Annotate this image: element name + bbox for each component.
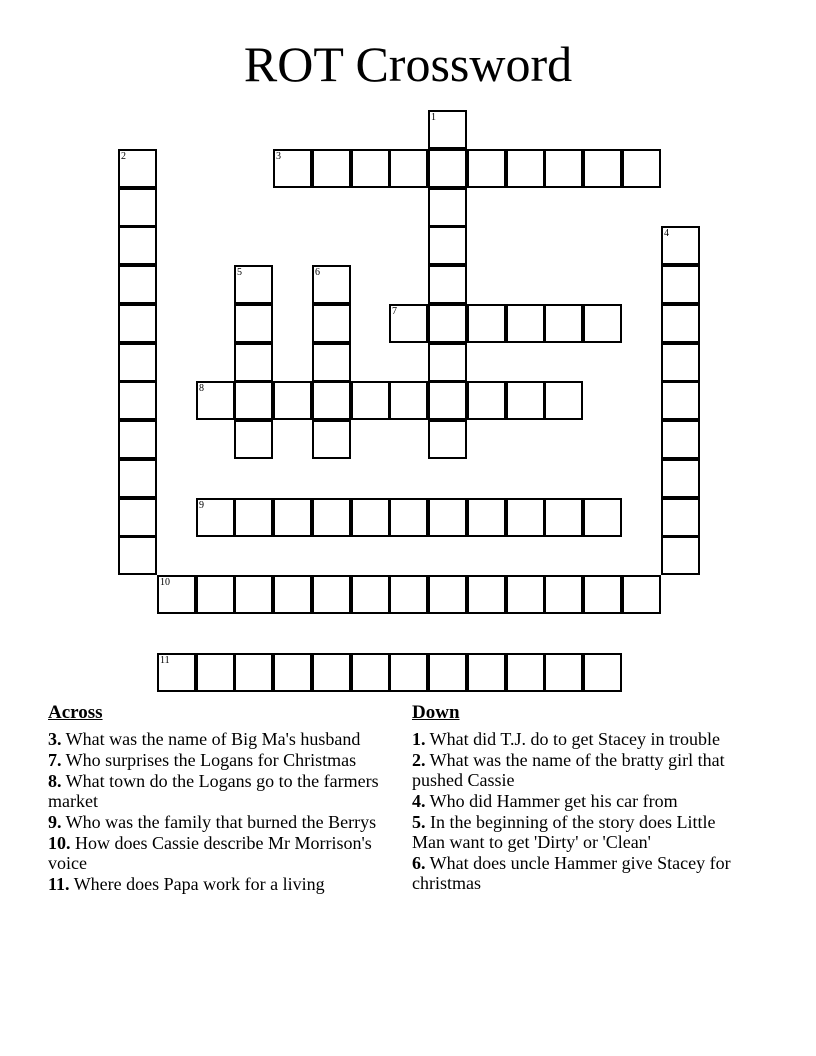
- grid-cell[interactable]: [273, 575, 312, 614]
- grid-cell[interactable]: [583, 653, 622, 692]
- clue-label: 9.: [48, 812, 62, 832]
- grid-cell[interactable]: [661, 343, 700, 382]
- grid-cell[interactable]: [544, 149, 583, 188]
- clue-number: 4: [664, 228, 669, 239]
- grid-cell[interactable]: [389, 653, 428, 692]
- clue-label: 1.: [412, 729, 426, 749]
- grid-cell[interactable]: [351, 575, 390, 614]
- grid-cell[interactable]: [661, 536, 700, 575]
- puzzle-title: ROT Crossword: [243, 36, 573, 92]
- grid-cell[interactable]: [118, 343, 157, 382]
- grid-cell[interactable]: [661, 420, 700, 459]
- clue-label: 5.: [412, 812, 426, 832]
- grid-cell[interactable]: [351, 149, 390, 188]
- clue-text: What was the name of the bratty girl that pushed Cassie: [412, 750, 725, 790]
- grid-cell[interactable]: [661, 304, 700, 343]
- grid-cell[interactable]: [234, 343, 273, 382]
- grid-cell[interactable]: [351, 653, 390, 692]
- grid-cell[interactable]: [118, 381, 157, 420]
- grid-cell[interactable]: [118, 265, 157, 304]
- grid-cell[interactable]: [544, 653, 583, 692]
- clue-text: How does Cassie describe Mr Morrison's voice: [48, 833, 372, 873]
- grid-cell[interactable]: [273, 653, 312, 692]
- grid-cell[interactable]: [118, 226, 157, 265]
- grid-cell[interactable]: [312, 653, 351, 692]
- grid-cell[interactable]: [389, 304, 428, 343]
- grid-cell[interactable]: [583, 304, 622, 343]
- grid-cell[interactable]: [583, 149, 622, 188]
- grid-cell[interactable]: [428, 304, 467, 343]
- grid-cell[interactable]: [351, 381, 390, 420]
- grid-cell[interactable]: [389, 575, 428, 614]
- clue-number: 6: [315, 267, 320, 278]
- grid-cell[interactable]: [273, 381, 312, 420]
- across-clue: [48, 812, 383, 832]
- grid-cell[interactable]: [234, 304, 273, 343]
- grid-cell[interactable]: [544, 304, 583, 343]
- grid-cell[interactable]: [661, 265, 700, 304]
- grid-cell[interactable]: [118, 459, 157, 498]
- across-clue: [48, 874, 383, 894]
- grid-cell[interactable]: [157, 575, 196, 614]
- grid-cell[interactable]: [544, 575, 583, 614]
- clue-number: 2: [121, 151, 126, 162]
- grid-cell[interactable]: [506, 653, 545, 692]
- grid-cell[interactable]: [312, 420, 351, 459]
- grid-cell[interactable]: [544, 381, 583, 420]
- clue-label: 11.: [48, 874, 70, 894]
- grid-cell[interactable]: [273, 498, 312, 537]
- grid-cell[interactable]: [312, 575, 351, 614]
- grid-cell[interactable]: [661, 498, 700, 537]
- grid-cell[interactable]: [428, 265, 467, 304]
- down-clue: [412, 729, 752, 749]
- grid-cell[interactable]: [389, 498, 428, 537]
- grid-cell[interactable]: [118, 420, 157, 459]
- grid-cell[interactable]: [428, 188, 467, 227]
- grid-cell[interactable]: [467, 498, 506, 537]
- grid-cell[interactable]: [312, 149, 351, 188]
- clue-text: Who surprises the Logans for Christmas: [61, 750, 357, 770]
- clue-label: 2.: [412, 750, 426, 770]
- grid-cell[interactable]: [118, 149, 157, 188]
- grid-cell[interactable]: [583, 498, 622, 537]
- grid-cell[interactable]: [196, 498, 235, 537]
- grid-cell[interactable]: [544, 498, 583, 537]
- across-clue: [48, 771, 383, 811]
- grid-cell[interactable]: [583, 575, 622, 614]
- across-clue: [48, 729, 383, 749]
- clue-label: 6.: [412, 853, 426, 873]
- grid-cell[interactable]: [622, 575, 661, 614]
- grid-cell[interactable]: [196, 575, 235, 614]
- grid-cell[interactable]: [312, 265, 351, 304]
- grid-cell[interactable]: [234, 498, 273, 537]
- across-clue: [48, 750, 383, 770]
- grid-cell[interactable]: [157, 653, 196, 692]
- clue-number: 5: [237, 267, 242, 278]
- clue-text: What does uncle Hammer give Stacey for christmas: [412, 853, 731, 893]
- down-clue: [412, 791, 752, 811]
- grid-cell[interactable]: [428, 653, 467, 692]
- grid-cell[interactable]: [428, 226, 467, 265]
- grid-cell[interactable]: [467, 149, 506, 188]
- grid-cell[interactable]: [196, 653, 235, 692]
- grid-cell[interactable]: [389, 149, 428, 188]
- grid-cell[interactable]: [312, 304, 351, 343]
- grid-cell[interactable]: [622, 149, 661, 188]
- clue-number: 9: [199, 500, 204, 511]
- clue-number: 3: [276, 151, 281, 162]
- grid-cell[interactable]: [312, 498, 351, 537]
- grid-cell[interactable]: [467, 381, 506, 420]
- grid-cell[interactable]: [428, 381, 467, 420]
- grid-cell[interactable]: [196, 381, 235, 420]
- down-heading: Down: [412, 702, 460, 723]
- down-clue: [412, 812, 752, 852]
- grid-cell[interactable]: [273, 149, 312, 188]
- clue-number: 11: [160, 655, 170, 666]
- down-clues: [412, 702, 752, 894]
- down-clue: [412, 750, 752, 790]
- clue-label: 10.: [48, 833, 71, 853]
- grid-cell[interactable]: [312, 381, 351, 420]
- grid-cell[interactable]: [467, 304, 506, 343]
- grid-cell[interactable]: [428, 343, 467, 382]
- grid-cell[interactable]: [118, 188, 157, 227]
- grid-cell[interactable]: [506, 498, 545, 537]
- grid-cell[interactable]: [234, 381, 273, 420]
- grid-cell[interactable]: [428, 149, 467, 188]
- clue-number: 1: [431, 112, 436, 123]
- grid-cell[interactable]: [506, 381, 545, 420]
- clue-number: 8: [199, 383, 204, 394]
- grid-cell[interactable]: [506, 575, 545, 614]
- across-clues: [48, 702, 383, 895]
- grid-cell[interactable]: [234, 575, 273, 614]
- grid-cell[interactable]: [428, 575, 467, 614]
- clue-number: 7: [392, 306, 397, 317]
- grid-cell[interactable]: [467, 653, 506, 692]
- clue-text: Who did Hammer get his car from: [425, 791, 678, 811]
- grid-cell[interactable]: [351, 498, 390, 537]
- clue-label: 4.: [412, 791, 426, 811]
- clue-label: 8.: [48, 771, 62, 791]
- clue-text: Where does Papa work for a living: [69, 874, 325, 894]
- grid-cell[interactable]: [661, 381, 700, 420]
- clue-text: What was the name of Big Ma's husband: [61, 729, 361, 749]
- grid-cell[interactable]: [234, 265, 273, 304]
- grid-cell[interactable]: [506, 149, 545, 188]
- grid-cell[interactable]: [428, 498, 467, 537]
- grid-cell[interactable]: [389, 381, 428, 420]
- clue-label: 3.: [48, 729, 62, 749]
- grid-cell[interactable]: [428, 420, 467, 459]
- grid-cell[interactable]: [234, 420, 273, 459]
- grid-cell[interactable]: [118, 304, 157, 343]
- clue-text: In the beginning of the story does Little Man want to get 'Dirty' or 'Clean': [412, 812, 716, 852]
- clue-text: What town do the Logans go to the farmers market: [48, 771, 379, 811]
- across-clue: [48, 833, 383, 873]
- grid-cell[interactable]: [118, 498, 157, 537]
- down-clue: [412, 853, 752, 893]
- grid-cell[interactable]: [118, 536, 157, 575]
- grid-cell[interactable]: [312, 343, 351, 382]
- grid-cell[interactable]: [467, 575, 506, 614]
- clue-text: What did T.J. do to get Stacey in trouble: [425, 729, 720, 749]
- across-heading: Across: [48, 702, 103, 723]
- grid-cell[interactable]: [661, 226, 700, 265]
- clue-text: Who was the family that burned the Berrys: [61, 812, 377, 832]
- grid-cell[interactable]: [506, 304, 545, 343]
- clue-number: 10: [160, 577, 170, 588]
- grid-cell[interactable]: [661, 459, 700, 498]
- grid-cell[interactable]: [234, 653, 273, 692]
- grid-cell[interactable]: [428, 110, 467, 149]
- clue-label: 7.: [48, 750, 62, 770]
